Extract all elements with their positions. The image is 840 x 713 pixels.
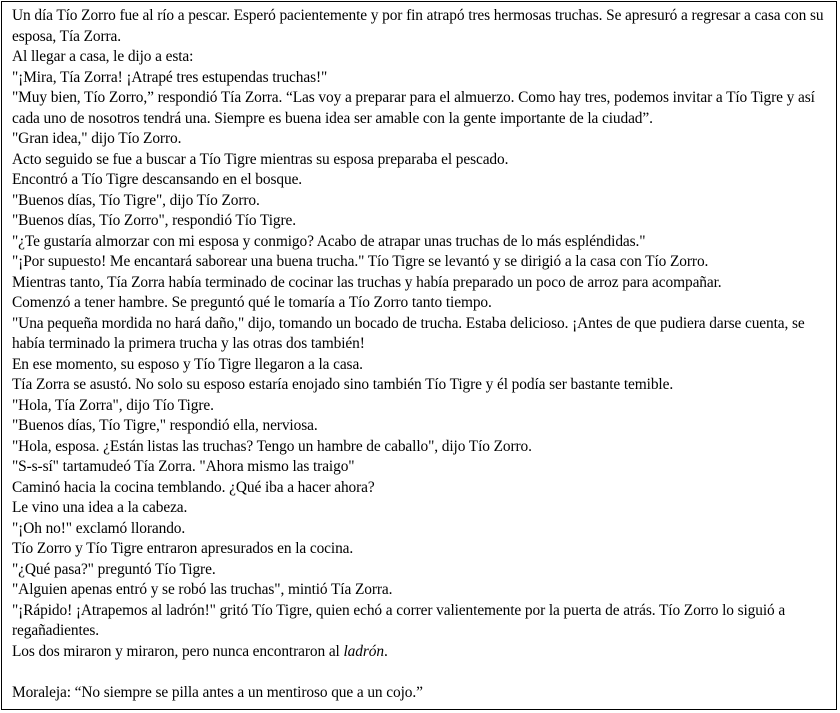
moral-line: Moraleja: “No siempre se pilla antes a un mentiroso que a un cojo.” (12, 683, 423, 701)
paragraph: Tía Zorra se asustó. No solo su esposo estaría enojado sino también Tío Tigre y él podía ser bastante temible. (12, 376, 674, 393)
paragraph: "Buenos días, Tío Tigre," respondió ella, nerviosa. (12, 417, 318, 434)
paragraph: Comenzó a tener hambre. Se preguntó qué le tomaría a Tío Zorro tanto tiempo. (12, 294, 492, 311)
paragraph: "¡Por supuesto! Me encantará saborear una buena trucha." Tío Tigre se levantó y se dirigió a la casa con Tío Zorro. (12, 253, 709, 270)
final-text-italic: ladrón (343, 642, 384, 660)
paragraph: "¿Te gustaría almorzar con mi esposa y conmigo? Acabo de atrapar unas truchas de lo más espléndidas." (12, 232, 646, 250)
paragraph: "Buenos días, Tío Zorro", respondió Tío Tigre. (12, 212, 296, 229)
paragraph: "¡Mira, Tía Zorra! ¡Atrapé tres estupendas truchas!" (12, 68, 328, 86)
paragraph: "Hola, esposa. ¿Están listas las truchas? Tengo un hambre de caballo", dijo Tío Zorro. (12, 437, 532, 455)
paragraph: "Una pequeña mordida no hará daño," dijo, tomando un bocado de trucha. Estaba delicioso. ¡Antes de que pudiera darse cuenta, se había terminado la primera trucha y las otras dos también! (12, 314, 805, 352)
paragraph: "Muy bien, Tío Zorro,” respondió Tía Zorra. “Las voy a preparar para el almuerzo. Como hay tres, podemos invitar a Tío Tigre y así cada uno de nosotros tendrá una. Siempre es buena idea ser amable con la gente importante de la ciudad”. (12, 89, 815, 127)
paragraph: Caminó hacia la cocina temblando. ¿Qué iba a hacer ahora? (12, 478, 375, 496)
story-document (1, 1, 837, 710)
paragraph: "¡Rápido! ¡Atrapemos al ladrón!" gritó Tío Tigre, quien echó a correr valientemente por la puerta de atrás. Tío Zorro lo siguió a regañadientes. (12, 601, 786, 639)
paragraph: Tío Zorro y Tío Tigre entraron apresurados en la cocina. (12, 540, 354, 557)
paragraph: "Gran idea," dijo Tío Zorro. (12, 130, 182, 147)
paragraph: Acto seguido se fue a buscar a Tío Tigre mientras su esposa preparaba el pescado. (12, 150, 509, 168)
blank-line (12, 662, 830, 683)
final-text-suffix: . (383, 642, 388, 660)
paragraph: "Alguien apenas entró y se robó las truchas", mintió Tía Zorra. (12, 581, 393, 598)
paragraph: Mientras tanto, Tía Zorra había terminado de cocinar las truchas y había preparado un poco de arroz para acompañar. (12, 273, 722, 291)
paragraph: Un día Tío Zorro fue al río a pescar. Esperó pacientemente y por fin atrapó tres hermosas truchas. Se apresuró a regresar a casa con su esposa, Tía Zorra. (12, 7, 824, 45)
paragraph: Encontró a Tío Tigre descansando en el bosque. (12, 171, 303, 188)
paragraph: Al llegar a casa, le dijo a esta: (12, 48, 194, 65)
final-text-prefix: Los dos miraron y miraron, pero nunca encontraron al (12, 642, 344, 660)
paragraph: "¡Oh no!" exclamó llorando. (12, 519, 186, 537)
paragraph: "Buenos días, Tío Tigre", dijo Tío Zorro. (12, 191, 260, 209)
paragraph: En ese momento, su esposo y Tío Tigre llegaron a la casa. (12, 355, 363, 373)
final-paragraph (12, 642, 830, 663)
paragraph: "S-s-sí" tartamudeó Tía Zorra. "Ahora mismo las traigo" (12, 458, 355, 475)
paragraph: "Hola, Tía Zorra", dijo Tío Tigre. (12, 396, 214, 414)
paragraph: Le vino una idea a la cabeza. (12, 499, 188, 516)
paragraph: "¿Qué pasa?" preguntó Tío Tigre. (12, 560, 216, 578)
